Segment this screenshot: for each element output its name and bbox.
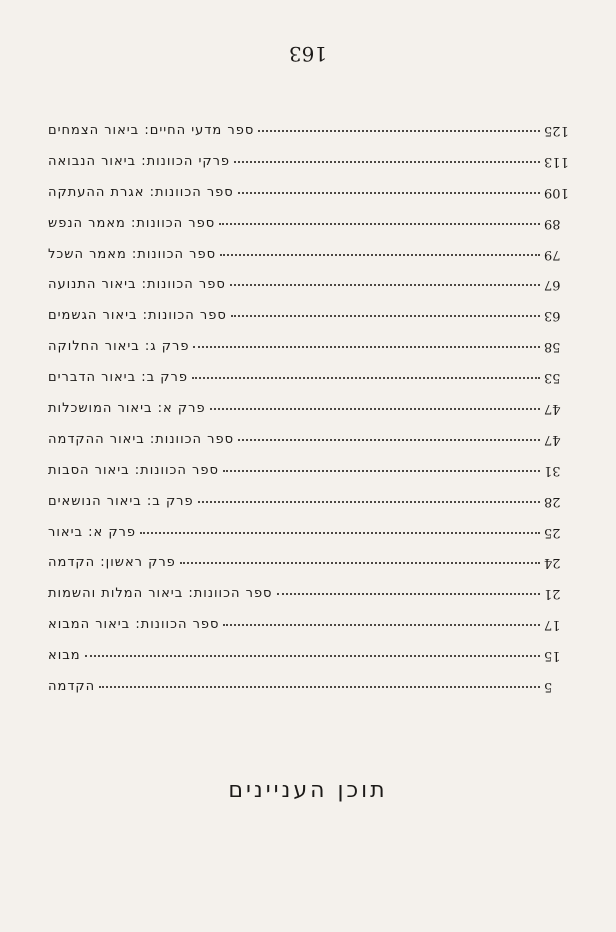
toc-entry[interactable] [48, 362, 578, 393]
toc-entry[interactable] [48, 424, 578, 455]
dot-leader [198, 500, 540, 503]
toc-page-number: 47 [544, 400, 561, 416]
toc-entry[interactable] [48, 517, 578, 548]
toc-entry[interactable] [48, 609, 578, 640]
dot-leader [85, 654, 540, 657]
toc-page-number: 25 [544, 524, 561, 540]
toc-title: הקדמה [48, 678, 96, 694]
toc-page-number: 15 [544, 648, 561, 664]
toc-title: ספר הכוונות: ביאור המבוא [48, 617, 220, 633]
toc-title: ספר הכוונות: ביאור התנועה [48, 277, 226, 293]
dot-leader [180, 561, 540, 564]
toc-page-number: 109 [544, 184, 569, 200]
toc-page-number: 5 [544, 678, 553, 694]
toc-page-number: 17 [544, 617, 561, 633]
toc-title: מבוא [48, 648, 81, 664]
dot-leader [210, 407, 540, 410]
dot-leader [230, 283, 540, 286]
dot-leader [277, 592, 541, 595]
toc-entry[interactable] [48, 239, 578, 270]
toc-title: ספר הכוונות: ביאור המלות והשמות [48, 586, 273, 602]
toc-title: פרקי הכוונות: ביאור הנבואה [48, 153, 231, 169]
toc-entry[interactable] [48, 640, 578, 671]
toc-title: ספר הכוונות: אגרת ההעתקה [48, 184, 234, 200]
toc-title: ספר הכוונות: מאמר הנפש [48, 215, 216, 231]
toc-page-number: 67 [544, 277, 561, 293]
toc-title: ספר הכוונות: מאמר השכל [48, 246, 217, 262]
toc-entry[interactable] [48, 208, 578, 239]
toc-entry[interactable] [48, 300, 578, 331]
toc-page-number: 79 [544, 246, 561, 262]
toc-entry[interactable] [48, 177, 578, 208]
table-of-contents [48, 115, 578, 702]
toc-entry[interactable] [48, 269, 578, 300]
dot-leader [99, 685, 540, 688]
toc-title: פרק ב: ביאור הדברים [48, 370, 188, 386]
toc-title: פרק ג: ביאור החלוקה [48, 339, 190, 355]
toc-title: ספר הכוונות: ביאור הגשמים [48, 308, 227, 324]
toc-page-number: 31 [544, 462, 561, 478]
toc-title: ספר הכוונות: ביאור הסבות [48, 462, 219, 478]
toc-title: ספר הכוונות: ביאור ההקדמה [48, 431, 235, 447]
dot-leader [231, 314, 540, 317]
toc-entry[interactable] [48, 455, 578, 486]
dot-leader [234, 160, 540, 163]
toc-entry[interactable] [48, 393, 578, 424]
dot-leader [219, 222, 540, 225]
dot-leader [238, 438, 540, 441]
toc-entry[interactable] [48, 671, 578, 702]
toc-page-number: 28 [544, 493, 561, 509]
dot-leader [220, 253, 540, 256]
toc-page-number: 113 [544, 153, 569, 169]
toc-entry[interactable] [48, 146, 578, 177]
toc-entry[interactable] [48, 486, 578, 517]
toc-title: פרק ב: ביאור הנושאים [48, 493, 194, 509]
toc-page-number: 58 [544, 339, 561, 355]
toc-page-number: 53 [544, 370, 561, 386]
toc-entry[interactable] [48, 115, 578, 146]
dot-leader [140, 531, 540, 534]
dot-leader [193, 345, 540, 348]
toc-entry[interactable] [48, 331, 578, 362]
dot-leader [258, 129, 540, 132]
toc-page-number: 125 [544, 122, 569, 138]
page-number: 163 [288, 42, 328, 66]
toc-page-number: 21 [544, 586, 561, 602]
dot-leader [192, 376, 540, 379]
toc-page-number: 89 [544, 215, 561, 231]
toc-title: ספר מדעי החיים: ביאור הצמחים [48, 122, 255, 138]
toc-entry[interactable] [48, 547, 578, 578]
contents-heading: תוכן העניינים [228, 778, 388, 803]
toc-page-number: 63 [544, 308, 561, 324]
dot-leader [223, 623, 540, 626]
toc-page-number: 47 [544, 431, 561, 447]
toc-title: פרק א: ביאור המושכלות [48, 400, 206, 416]
dot-leader [238, 191, 540, 194]
toc-entry[interactable] [48, 578, 578, 609]
toc-title: פרק א: ביאור [48, 524, 137, 540]
toc-page-number: 24 [544, 555, 561, 571]
dot-leader [223, 469, 540, 472]
toc-title: פרק ראשון: הקדמה [48, 555, 176, 571]
